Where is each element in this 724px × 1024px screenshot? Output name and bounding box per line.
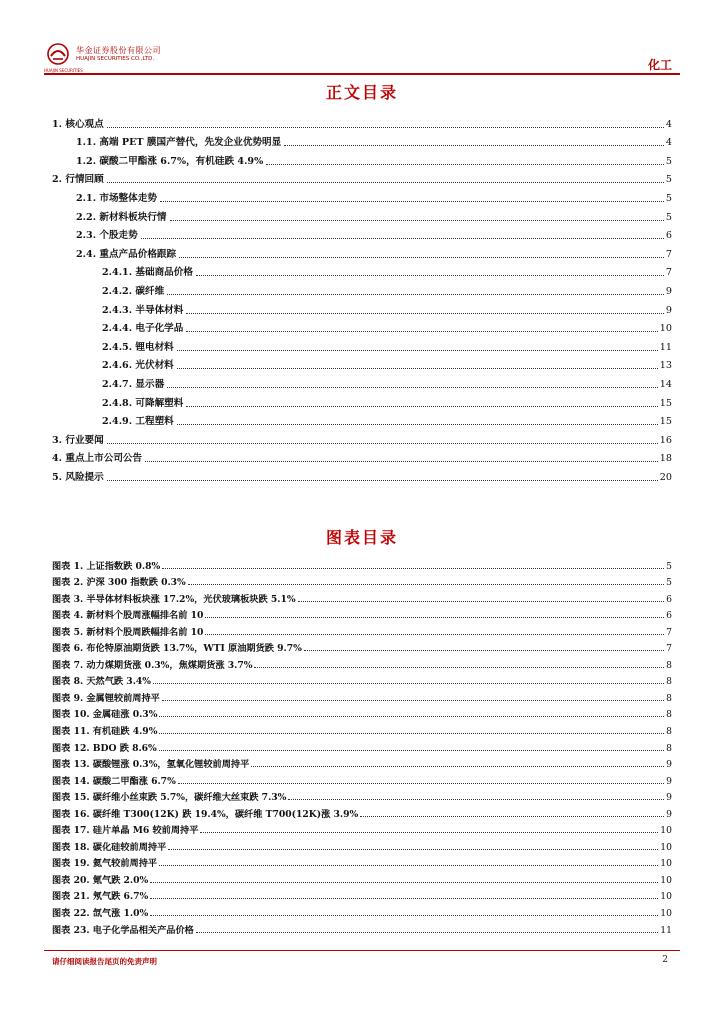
dot-leader	[167, 387, 658, 388]
toc-entry[interactable]	[52, 131, 672, 150]
toc-title: 正文目录	[325, 83, 398, 102]
toc-entry-page: 13	[659, 360, 672, 372]
industry-label: 化工	[647, 58, 672, 72]
figure-entry-label: 图表 10. 金属硅涨 0.3%	[52, 709, 158, 721]
figure-entry[interactable]	[52, 737, 672, 754]
toc-entry-page: 15	[659, 416, 672, 428]
figure-entry[interactable]	[52, 803, 672, 820]
figure-entry-page: 10	[660, 891, 672, 903]
dot-leader	[160, 201, 664, 202]
company-logo-icon	[47, 43, 69, 65]
dot-leader	[200, 832, 658, 833]
figure-entry-label: 图表 9. 金属锂较前周持平	[52, 692, 160, 704]
toc-entry-label: 2.4.3. 半导体材料	[102, 304, 184, 316]
figure-entry-label: 图表 11. 有机硅跌 4.9%	[52, 726, 158, 738]
figure-entry[interactable]	[52, 654, 672, 671]
figure-entry[interactable]	[52, 588, 672, 605]
toc-entry[interactable]	[52, 205, 672, 224]
dot-leader	[177, 424, 658, 425]
toc-entry-label: 2.4.1. 基础商品价格	[102, 267, 193, 279]
page-header	[0, 0, 724, 78]
figure-entry[interactable]	[52, 704, 672, 721]
figure-entry-page: 5	[666, 560, 672, 572]
toc-entry-page: 16	[659, 434, 672, 446]
dot-leader	[298, 601, 665, 602]
toc-entry-page: 5	[665, 174, 672, 186]
figure-entry-label: 图表 5. 新材料个股周跌幅排名前 10	[52, 626, 204, 638]
figure-entry-label: 图表 3. 半导体材料板块涨 17.2%，光伏玻璃板块跌 5.1%	[52, 593, 296, 605]
dot-leader	[266, 164, 664, 165]
figure-entry-page: 5	[666, 577, 672, 589]
toc-entry-label: 2.3. 个股走势	[76, 230, 138, 242]
toc-entry-page: 7	[665, 267, 672, 279]
toc-entry-page: 7	[665, 248, 672, 260]
figure-entry[interactable]	[52, 787, 672, 804]
figure-entry-page: 8	[666, 692, 672, 704]
toc-entry-page: 9	[665, 304, 672, 316]
figure-entry-page: 10	[660, 908, 672, 920]
toc-entry-page: 11	[659, 341, 672, 353]
dot-leader	[177, 368, 658, 369]
dot-leader	[304, 650, 664, 651]
dot-leader	[254, 667, 664, 668]
figure-list	[52, 555, 672, 936]
figure-entry-label: 图表 17. 硅片单晶 M6 较前周持平	[52, 825, 199, 837]
figure-entry-page: 8	[666, 709, 672, 721]
dot-leader	[186, 331, 657, 332]
figure-entry[interactable]	[52, 555, 672, 572]
dot-leader	[205, 617, 664, 618]
toc-entry[interactable]	[52, 372, 672, 391]
figure-entry-page: 10	[660, 841, 672, 853]
toc-entry-label: 1. 核心观点	[52, 118, 104, 130]
toc-entry[interactable]	[52, 428, 672, 447]
dot-leader	[288, 799, 664, 800]
dot-leader	[107, 182, 664, 183]
toc-entry-page: 14	[659, 378, 672, 390]
toc-entry-label: 2.4.5. 锂电材料	[102, 341, 174, 353]
toc-entry-page: 18	[659, 453, 672, 465]
dot-leader	[107, 443, 658, 444]
toc-entry-label: 2.4. 重点产品价格跟踪	[76, 248, 177, 260]
figure-entry-page: 8	[666, 726, 672, 738]
table-of-contents	[52, 112, 672, 484]
toc-entry[interactable]	[52, 391, 672, 410]
toc-entry-label: 1.2. 碳酸二甲酯涨 6.7%，有机硅跌 4.9%	[76, 155, 264, 167]
dot-leader	[170, 220, 664, 221]
page-number: 2	[662, 955, 668, 965]
figure-entry[interactable]	[52, 720, 672, 737]
figure-entry-page: 10	[660, 825, 672, 837]
toc-entry-label: 2.4.6. 光伏材料	[102, 360, 174, 372]
dot-leader	[186, 313, 664, 314]
header-divider	[44, 73, 680, 75]
dot-leader	[150, 882, 658, 883]
figure-entry-label: 图表 6. 布伦特原油期货跌 13.7%，WTI 原油期货跌 9.7%	[52, 643, 302, 655]
toc-entry[interactable]	[52, 410, 672, 429]
toc-entry[interactable]	[52, 112, 672, 131]
figure-entry[interactable]	[52, 605, 672, 622]
figure-entry[interactable]	[52, 886, 672, 903]
dot-leader	[159, 716, 664, 717]
toc-entry-label: 5. 风险提示	[52, 471, 104, 483]
toc-entry-label: 2.4.7. 显示器	[102, 378, 165, 390]
dot-leader	[107, 127, 664, 128]
figure-entry-label: 图表 7. 动力煤期货涨 0.3%，焦煤期货涨 3.7%	[52, 659, 253, 671]
dot-leader	[178, 783, 664, 784]
dot-leader	[153, 683, 664, 684]
figure-entry-label: 图表 2. 沪深 300 指数跌 0.3%	[52, 577, 186, 589]
toc-entry-label: 2.2. 新材料板块行情	[76, 211, 167, 223]
figure-entry-page: 7	[666, 643, 672, 655]
dot-leader	[150, 915, 658, 916]
figure-entry[interactable]	[52, 638, 672, 655]
toc-entry[interactable]	[52, 335, 672, 354]
figure-entry-page: 7	[666, 626, 672, 638]
dot-leader	[162, 700, 664, 701]
dot-leader	[159, 750, 664, 751]
figure-entry-page: 8	[666, 676, 672, 688]
dot-leader	[141, 238, 664, 239]
toc-entry[interactable]	[52, 261, 672, 280]
toc-entry-page: 15	[659, 397, 672, 409]
toc-entry-page: 5	[665, 192, 672, 204]
toc-entry[interactable]	[52, 279, 672, 298]
toc-entry-page: 5	[665, 155, 672, 167]
toc-entry[interactable]	[52, 298, 672, 317]
dot-leader	[168, 849, 658, 850]
dot-leader	[179, 257, 664, 258]
figure-entry-label: 图表 12. BDO 跌 8.6%	[52, 742, 157, 754]
dot-leader	[107, 480, 658, 481]
figure-entry[interactable]	[52, 919, 672, 936]
toc-entry-label: 1.1. 高端 PET 膜国产替代，先发企业优势明显	[76, 137, 282, 149]
dot-leader	[360, 816, 664, 817]
disclaimer-note: 请仔细阅读报告尾页的免责声明	[52, 957, 157, 966]
dot-leader	[159, 865, 658, 866]
dot-leader	[167, 294, 664, 295]
figure-entry-label: 图表 18. 碳化硅较前周持平	[52, 841, 167, 853]
figure-entry-page: 9	[666, 759, 672, 771]
toc-entry-page: 4	[665, 118, 672, 130]
logo-subtitle: HUAJIN SECURITIES	[44, 68, 83, 73]
toc-entry[interactable]	[52, 317, 672, 336]
figure-entry[interactable]	[52, 572, 672, 589]
toc-entry-label: 3. 行业要闻	[52, 434, 104, 446]
figure-entry-page: 10	[660, 874, 672, 886]
dot-leader	[162, 568, 664, 569]
figure-entry[interactable]	[52, 836, 672, 853]
figure-entry-page: 9	[666, 792, 672, 804]
figure-entry-page: 6	[666, 610, 672, 622]
figure-entry-label: 图表 1. 上证指数跌 0.8%	[52, 560, 161, 572]
dot-leader	[159, 733, 664, 734]
figure-entry[interactable]	[52, 671, 672, 688]
toc-entry-page: 4	[665, 137, 672, 149]
figure-entry-label: 图表 15. 碳纤维小丝束跌 5.7%，碳纤维大丝束跌 7.3%	[52, 792, 287, 804]
toc-entry[interactable]	[52, 149, 672, 168]
figure-entry-label: 图表 23. 电子化学品相关产品价格	[52, 924, 194, 936]
figure-entry-page: 11	[660, 924, 672, 936]
toc-entry[interactable]	[52, 447, 672, 466]
toc-entry-label: 2.4.9. 工程塑料	[102, 416, 174, 428]
figure-entry[interactable]	[52, 820, 672, 837]
toc-entry-page: 5	[665, 211, 672, 223]
figure-entry[interactable]	[52, 754, 672, 771]
figure-entry-page: 9	[666, 775, 672, 787]
toc-entry-label: 2.4.8. 可降解塑料	[102, 397, 184, 409]
figure-entry-label: 图表 20. 氪气跌 2.0%	[52, 874, 149, 886]
figure-entry-label: 图表 8. 天然气跌 3.4%	[52, 676, 152, 688]
dot-leader	[186, 406, 657, 407]
footer-divider	[44, 950, 680, 951]
figure-entry-label: 图表 21. 氖气跌 6.7%	[52, 891, 149, 903]
toc-entry[interactable]	[52, 242, 672, 261]
toc-entry-page: 9	[665, 285, 672, 297]
dot-leader	[188, 584, 664, 585]
toc-entry[interactable]	[52, 354, 672, 373]
toc-entry-label: 2. 行情回顾	[52, 174, 104, 186]
dot-leader	[196, 275, 664, 276]
dot-leader	[284, 145, 664, 146]
figure-entry[interactable]	[52, 853, 672, 870]
figure-entry-label: 图表 19. 氦气较前周持平	[52, 858, 158, 870]
toc-entry-label: 2.4.2. 碳纤维	[102, 285, 165, 297]
company-name-en: HUAJIN SECURITIES CO.,LTD.	[76, 56, 155, 62]
toc-entry[interactable]	[52, 465, 672, 484]
figure-entry-label: 图表 22. 氙气涨 1.0%	[52, 908, 149, 920]
dot-leader	[196, 932, 658, 933]
figure-entry[interactable]	[52, 869, 672, 886]
figure-entry-label: 图表 4. 新材料个股周涨幅排名前 10	[52, 610, 204, 622]
figure-entry-label: 图表 14. 碳酸二甲酯涨 6.7%	[52, 775, 176, 787]
dot-leader	[145, 461, 658, 462]
figure-entry[interactable]	[52, 770, 672, 787]
dot-leader	[205, 634, 664, 635]
figure-entry-page: 9	[666, 808, 672, 820]
company-name-cn: 华金证券股份有限公司	[76, 46, 161, 55]
figure-entry[interactable]	[52, 687, 672, 704]
toc-entry-label: 4. 重点上市公司公告	[52, 453, 143, 465]
toc-entry-label: 2.1. 市场整体走势	[76, 192, 157, 204]
figures-title: 图表目录	[325, 528, 398, 547]
figure-entry-page: 6	[666, 593, 672, 605]
figure-entry[interactable]	[52, 902, 672, 919]
toc-entry-page: 6	[665, 230, 672, 242]
dot-leader	[251, 766, 664, 767]
dot-leader	[150, 898, 658, 899]
toc-entry[interactable]	[52, 224, 672, 243]
toc-entry-page: 20	[659, 471, 672, 483]
figure-entry[interactable]	[52, 621, 672, 638]
figure-entry-label: 图表 13. 碳酸锂涨 0.3%，氢氧化锂较前周持平	[52, 759, 250, 771]
figure-entry-page: 10	[660, 858, 672, 870]
toc-entry[interactable]	[52, 186, 672, 205]
toc-entry[interactable]	[52, 168, 672, 187]
figure-entry-page: 8	[666, 659, 672, 671]
figure-entry-page: 8	[666, 742, 672, 754]
dot-leader	[177, 350, 658, 351]
toc-entry-label: 2.4.4. 电子化学品	[102, 323, 184, 335]
figure-entry-label: 图表 16. 碳纤维 T300(12K) 跌 19.4%，碳纤维 T700(12K)涨 3.9%	[52, 808, 359, 820]
toc-entry-page: 10	[659, 323, 672, 335]
